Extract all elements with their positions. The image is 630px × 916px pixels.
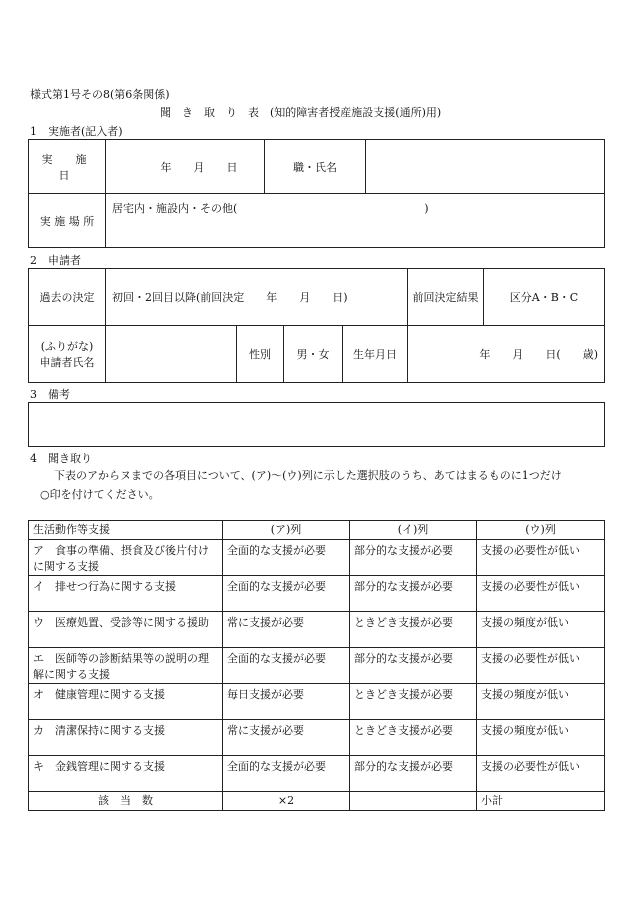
option-a[interactable]: 全面的な支援が必要 bbox=[223, 648, 350, 684]
option-i[interactable]: 部分的な支援が必要 bbox=[350, 756, 477, 792]
class-field[interactable] bbox=[484, 269, 605, 326]
date-value: 年 月 日 bbox=[160, 160, 238, 174]
table-row bbox=[29, 540, 605, 576]
option-a[interactable]: 全面的な支援が必要 bbox=[223, 756, 350, 792]
row-item: ア 食事の準備、摂食及び後片付けに関する支援 bbox=[29, 540, 223, 576]
col-header-item: 生活動作等支援 bbox=[29, 521, 223, 540]
option-u[interactable]: 支援の頻度が低い bbox=[477, 612, 605, 648]
past-decision-value: 初回・2回目以降(前回決定 年 月 日) bbox=[112, 291, 348, 304]
form-reference: 様式第1号その8(第6条関係) bbox=[30, 88, 170, 101]
row-item: イ 排せつ行為に関する支援 bbox=[29, 576, 223, 612]
row-item: オ 健康管理に関する支援 bbox=[29, 684, 223, 720]
remarks-field[interactable] bbox=[28, 402, 605, 447]
support-table bbox=[28, 520, 605, 811]
option-i[interactable]: ときどき支援が必要 bbox=[350, 612, 477, 648]
section2-table bbox=[28, 268, 605, 383]
col-header-u: (ウ)列 bbox=[477, 521, 605, 540]
option-u[interactable]: 支援の必要性が低い bbox=[477, 648, 605, 684]
table-row bbox=[29, 648, 605, 684]
place-field[interactable] bbox=[106, 194, 605, 248]
staff-field[interactable] bbox=[366, 140, 605, 194]
table-header-row bbox=[29, 521, 605, 540]
option-i[interactable]: ときどき支援が必要 bbox=[350, 720, 477, 756]
option-a[interactable]: 全面的な支援が必要 bbox=[223, 576, 350, 612]
section3-heading: 3 備考 bbox=[30, 388, 70, 401]
table-row bbox=[29, 684, 605, 720]
prev-result-label: 前回決定結果 bbox=[408, 269, 484, 326]
option-a[interactable]: 全面的な支援が必要 bbox=[223, 540, 350, 576]
place-label: 実 施 場 所 bbox=[29, 194, 106, 248]
name-label-cell bbox=[29, 326, 106, 383]
col-header-a: (ア)列 bbox=[223, 521, 350, 540]
section2-heading: 2 申請者 bbox=[30, 254, 81, 267]
table-row bbox=[29, 720, 605, 756]
date-label: 実 施 日 bbox=[29, 140, 106, 194]
subtotal-label: 小計 bbox=[477, 792, 605, 811]
option-i[interactable]: ときどき支援が必要 bbox=[350, 684, 477, 720]
row-item: キ 金銭管理に関する支援 bbox=[29, 756, 223, 792]
page-title: 聞 き 取 り 表 (知的障害者授産施設支援(通所)用) bbox=[160, 106, 442, 119]
past-decision-label: 過去の決定 bbox=[29, 269, 106, 326]
option-i[interactable]: 部分的な支援が必要 bbox=[350, 576, 477, 612]
option-i[interactable]: 部分的な支援が必要 bbox=[350, 540, 477, 576]
place-options: 居宅内・施設内・その他( ) bbox=[112, 202, 429, 215]
row-item: カ 清潔保持に関する支援 bbox=[29, 720, 223, 756]
option-u[interactable]: 支援の頻度が低い bbox=[477, 720, 605, 756]
table-row bbox=[29, 612, 605, 648]
furigana-label: (ふりがな) bbox=[40, 340, 94, 353]
option-a[interactable]: 常に支援が必要 bbox=[223, 612, 350, 648]
name-field[interactable] bbox=[106, 326, 237, 383]
count-label: 該 当 数 bbox=[29, 792, 223, 811]
sex-label: 性別 bbox=[237, 326, 284, 383]
option-u[interactable]: 支援の頻度が低い bbox=[477, 684, 605, 720]
past-decision-field[interactable] bbox=[106, 269, 408, 326]
option-u[interactable]: 支援の必要性が低い bbox=[477, 540, 605, 576]
option-u[interactable]: 支援の必要性が低い bbox=[477, 756, 605, 792]
birth-label: 生年月日 bbox=[343, 326, 408, 383]
date-field[interactable] bbox=[106, 140, 265, 194]
row-item: ウ 医療処置、受診等に関する援助 bbox=[29, 612, 223, 648]
instruction-line1: 下表のアからヌまでの各項目について、(ア)～(ウ)列に示した選択肢のうち、あてはまるものに1つだけ bbox=[54, 469, 562, 482]
sex-value: 男・女 bbox=[296, 348, 330, 361]
table-row bbox=[29, 756, 605, 792]
count-a: ×2 bbox=[223, 792, 350, 811]
section1-heading: 1 実施者(記入者) bbox=[30, 125, 123, 138]
section1-table bbox=[28, 139, 605, 248]
table-row bbox=[29, 576, 605, 612]
option-a[interactable]: 毎日支援が必要 bbox=[223, 684, 350, 720]
count-i[interactable] bbox=[350, 792, 477, 811]
section4-heading: 4 聞き取り bbox=[30, 452, 92, 465]
option-u[interactable]: 支援の必要性が低い bbox=[477, 576, 605, 612]
class-value: 区分A・B・C bbox=[509, 291, 579, 304]
sex-field[interactable] bbox=[284, 326, 343, 383]
birth-field[interactable] bbox=[408, 326, 605, 383]
staff-label: 職・氏名 bbox=[265, 140, 366, 194]
instruction-line2: ○印を付けてください。 bbox=[40, 488, 160, 501]
option-a[interactable]: 常に支援が必要 bbox=[223, 720, 350, 756]
row-item: エ 医師等の診断結果等の説明の理解に関する支援 bbox=[29, 648, 223, 684]
option-i[interactable]: 部分的な支援が必要 bbox=[350, 648, 477, 684]
applicant-name-label: 申請者氏名 bbox=[39, 356, 95, 369]
birth-value: 年 月 日( 歳) bbox=[479, 348, 598, 361]
col-header-i: (イ)列 bbox=[350, 521, 477, 540]
table-footer-row bbox=[29, 792, 605, 811]
